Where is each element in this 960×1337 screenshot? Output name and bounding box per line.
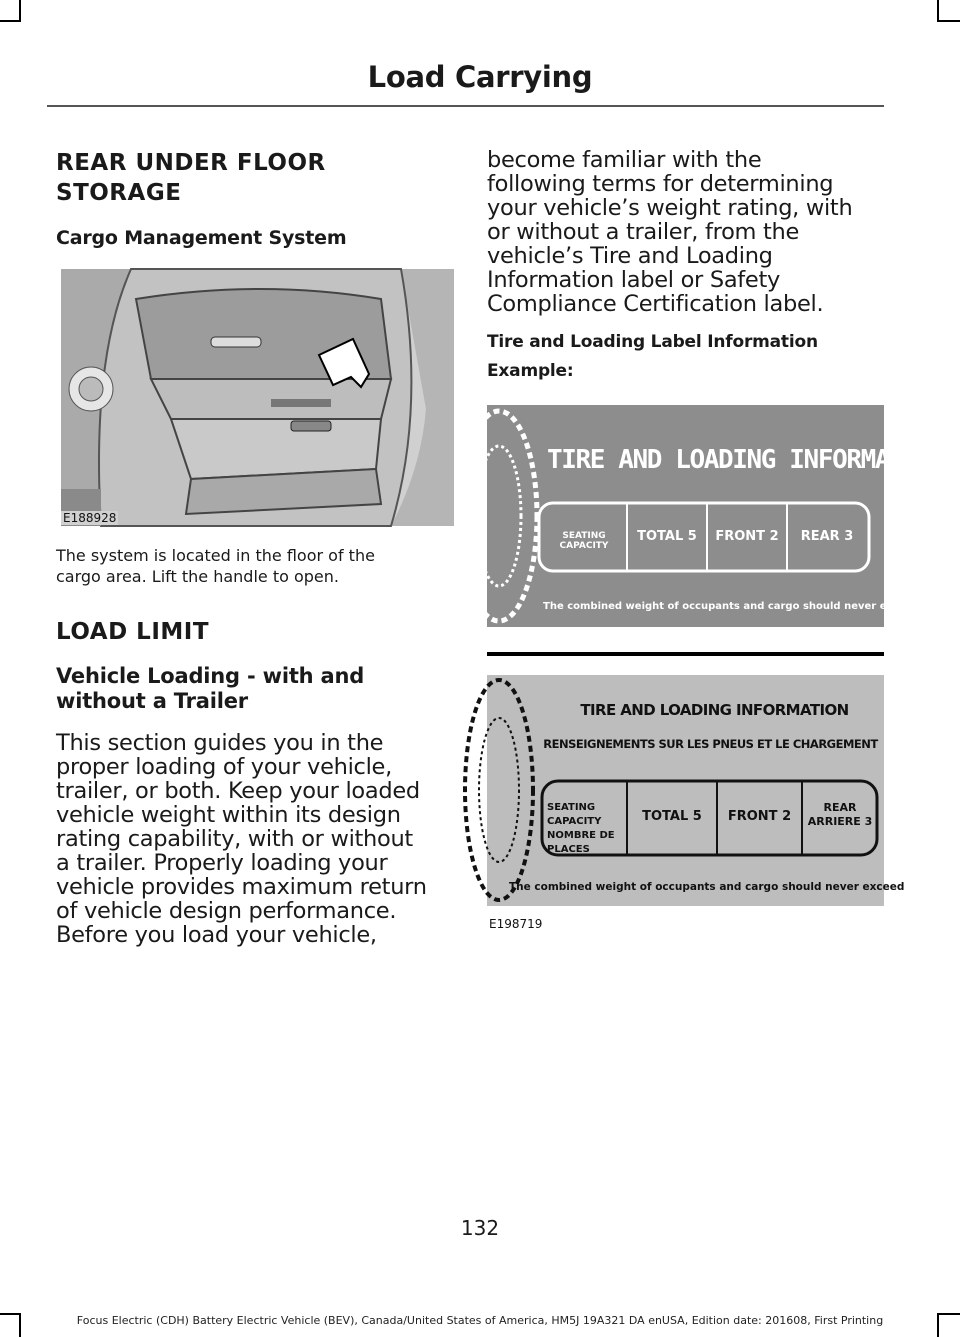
- paragraph-line: become familiar with the: [487, 147, 762, 173]
- page-number: 132: [460, 1216, 500, 1240]
- paragraph-line: of vehicle design performance.: [56, 898, 397, 924]
- header-divider: [47, 105, 884, 107]
- tire-label-cell: TOTAL 5: [642, 809, 702, 824]
- tire-label-heading: TIRE AND LOADING INFORMATION: [547, 445, 947, 475]
- subsection-title-vehicle-loading: Vehicle Loading - with and: [56, 664, 365, 688]
- paragraph-line: a trailer. Properly loading your: [56, 850, 388, 876]
- label-title: Tire and Loading Label Information: [487, 332, 818, 352]
- figure-caption: The system is located in the floor of the: [56, 546, 375, 565]
- section-title-storage: STORAGE: [56, 180, 182, 206]
- tire-label-cell: SEATING CAPACITY: [559, 531, 609, 551]
- tire-label-cell: REAR ARRIERE 3: [807, 801, 873, 828]
- paragraph-line: Compliance Certification label.: [487, 291, 824, 317]
- paragraph-line: vehicle weight within its design: [56, 802, 401, 828]
- paragraph-line: trailer, or both. Keep your loaded: [56, 778, 420, 804]
- crop-mark: [0, 20, 19, 22]
- tire-label-sentence: The combined weight of occupants and cargo should never exceed: [509, 881, 905, 893]
- paragraph-line: your vehicle’s weight rating, with: [487, 195, 853, 221]
- tire-label-figure-canada: [487, 675, 905, 906]
- paragraph-line: This section guides you in the: [56, 730, 384, 756]
- page-footer: Focus Electric (CDH) Battery Electric Vehicle (BEV), Canada/United States of America, HM5J 19A321 DA enUSA, Edition date: 201608, First Printing: [76, 1314, 884, 1327]
- paragraph-line: vehicle provides maximum return: [56, 874, 427, 900]
- tire-wheel-icon: [487, 405, 947, 627]
- paragraph-line: following terms for determining: [487, 171, 834, 197]
- tire-label-heading: TIRE AND LOADING INFORMATION: [580, 701, 849, 719]
- tire-label-sentence: The combined weight of occupants and cargo should never exceed: [543, 601, 920, 612]
- page-header-title: Load Carrying: [367, 60, 593, 94]
- paragraph-line: Before you load your vehicle,: [56, 922, 377, 948]
- figure-divider: [487, 652, 884, 656]
- label-title: Example:: [487, 361, 574, 381]
- tire-label-cell: SEATING CAPACITY NOMBRE DE PLACES: [547, 802, 615, 855]
- crop-mark: [19, 0, 21, 22]
- figure-code: E188928: [63, 511, 117, 525]
- paragraph-line: Information label or Safety: [487, 267, 781, 293]
- paragraph-line: proper loading of your vehicle,: [56, 754, 392, 780]
- crop-mark: [937, 20, 960, 22]
- figure-code: E198719: [489, 917, 543, 931]
- subsection-title-vehicle-loading: without a Trailer: [56, 689, 248, 713]
- section-title-load-limit: LOAD LIMIT: [56, 619, 210, 645]
- tire-label-cell: FRONT 2: [727, 809, 792, 824]
- paragraph-line: vehicle’s Tire and Loading: [487, 243, 773, 269]
- tire-label-cell: REAR 3: [800, 529, 854, 544]
- tire-label-cell: FRONT 2: [715, 529, 779, 544]
- subsection-title-cargo-management: Cargo Management System: [56, 227, 347, 249]
- cargo-area-illustration: [61, 269, 454, 526]
- cargo-area-figure: [61, 269, 454, 526]
- figure-caption: cargo area. Lift the handle to open.: [56, 567, 339, 586]
- tire-label-cell: TOTAL 5: [637, 529, 697, 544]
- tire-label-figure-us: [487, 405, 947, 627]
- paragraph-line: or without a trailer, from the: [487, 219, 800, 245]
- section-title-rear-under-floor: REAR UNDER FLOOR: [56, 150, 326, 176]
- tire-label-heading: RENSEIGNEMENTS SUR LES PNEUS ET LE CHARGEMENT: [543, 737, 878, 751]
- crop-mark: [937, 0, 939, 22]
- paragraph-line: rating capability, with or without: [56, 826, 413, 852]
